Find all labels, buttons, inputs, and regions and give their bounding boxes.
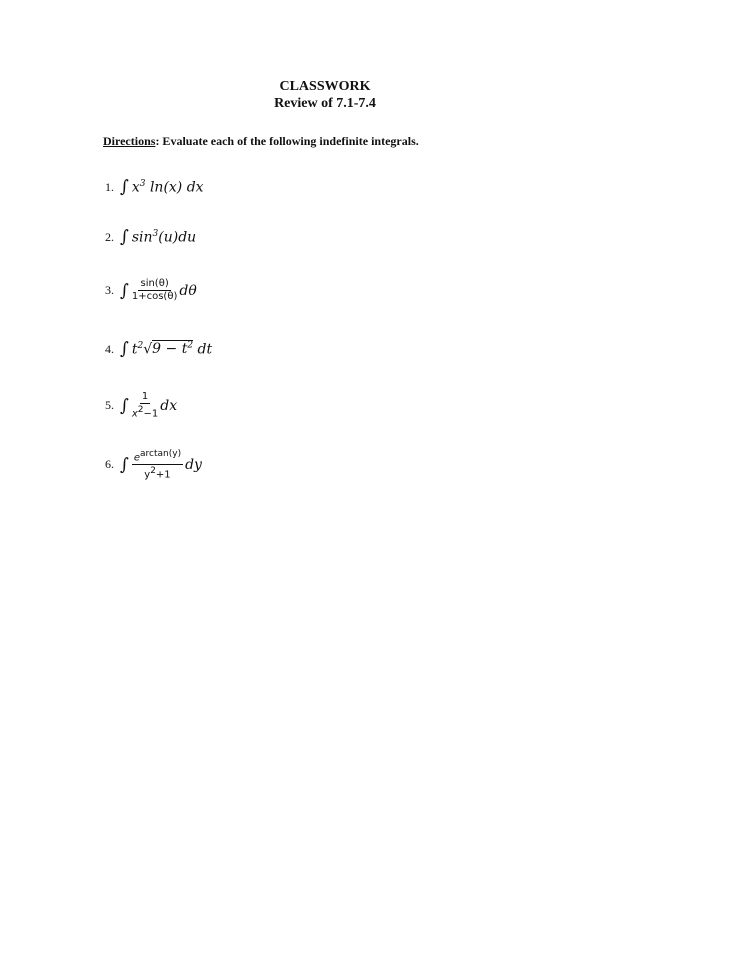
problem-2 [105, 227, 196, 247]
expression: $t^2√9 - t^2$ dt [131, 340, 213, 358]
problem-number: 1. [105, 179, 114, 194]
differential: dy [185, 456, 202, 473]
fraction: $\frac{1}{x^2-1}$ [131, 391, 159, 420]
problem-6 [105, 448, 202, 482]
expression: $\sin^3(u)du$ [131, 228, 197, 246]
integral-sign: ∫ [120, 227, 129, 247]
worksheet-subtitle: Review of 7.1-7.4 [274, 96, 376, 111]
integral-sign: ∫ [120, 454, 129, 475]
integral-sign: ∫ [120, 177, 129, 197]
differential: dθ [179, 282, 197, 299]
problem-number: 3. [105, 283, 114, 297]
problem-number: 5. [105, 398, 114, 413]
directions [103, 134, 419, 149]
integral-sign: ∫ [120, 280, 129, 301]
fraction: $\frac{\sin(\theta)}{1+\cos(\theta)}$ [131, 278, 178, 302]
expression: $x^3$ ln(x) dx [131, 178, 204, 196]
problem-3 [105, 278, 197, 303]
integral-sign: ∫ [120, 339, 129, 359]
problem-number: 2. [105, 229, 114, 244]
problem-5 [105, 391, 177, 420]
directions-label: Directions [103, 134, 156, 148]
worksheet-title: CLASSWORK [279, 79, 371, 94]
differential: dx [160, 397, 178, 414]
problem-number: 4. [105, 341, 114, 356]
integral-sign: ∫ [120, 395, 129, 416]
fraction: $\frac{e^{arctan(y)}}{y^2+1}$ [133, 449, 182, 481]
problem-1 [105, 177, 204, 197]
problem-number: 6. [105, 457, 114, 472]
problem-4 [105, 339, 212, 359]
directions-text: : Evaluate each of the following indefinite integrals. [155, 134, 419, 148]
